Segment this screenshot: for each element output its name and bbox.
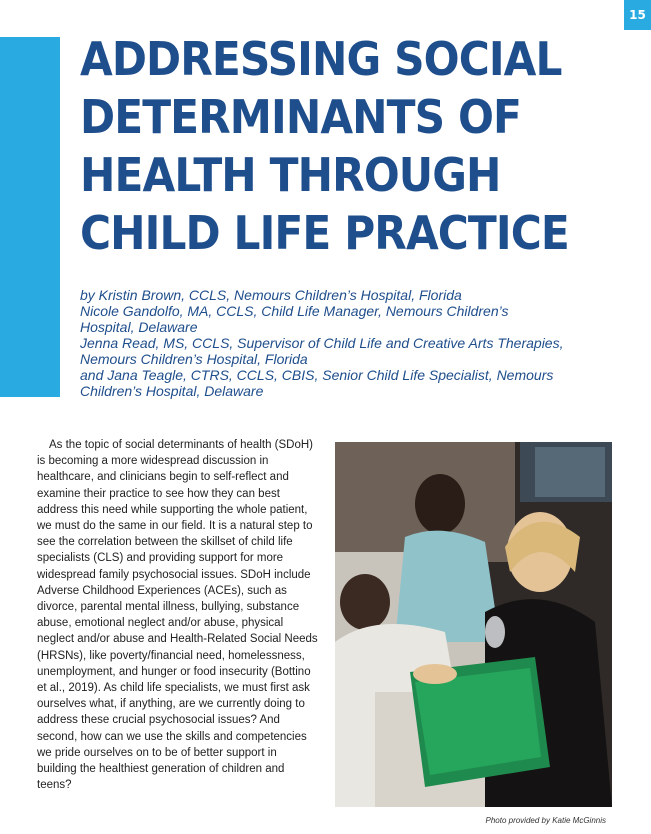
article-photo: [335, 442, 612, 807]
author-line: Hospital, Delaware: [80, 319, 198, 335]
page-number: 15: [624, 0, 651, 30]
author-line: Jenna Read, MS, CCLS, Supervisor of Child Life and Creative Arts Therapies,: [80, 335, 564, 351]
title-line: CHILD LIFE PRACTICE: [80, 206, 569, 260]
accent-bar: [0, 37, 60, 397]
title-line: HEALTH THROUGH: [80, 148, 501, 202]
article-title: [80, 30, 577, 262]
title-line: ADDRESSING SOCIAL: [80, 32, 562, 86]
title-line: DETERMINANTS OF: [80, 90, 522, 144]
author-line: Children’s Hospital, Delaware: [80, 383, 264, 399]
author-byline: [80, 287, 620, 399]
photo-caption: Photo provided by Katie McGinnis: [485, 816, 606, 825]
author-line: and Jana Teagle, CTRS, CCLS, CBIS, Senior Child Life Specialist, Nemours: [80, 367, 554, 383]
author-line: Nemours Children’s Hospital, Florida: [80, 351, 308, 367]
author-line: by Kristin Brown, CCLS, Nemours Children’s Hospital, Florida: [80, 287, 462, 303]
author-line: Nicole Gandolfo, MA, CCLS, Child Life Manager, Nemours Children’s: [80, 303, 509, 319]
article-body: As the topic of social determinants of health (SDoH) is becoming a more widespread discussion in healthcare, and clinicians begin to self-reflect and examine their practice to see how they can best address this need while supporting the whole patient, we must do the same in our field. It is a natural step to see the correlation between the skillset of child life specialists (CLS) and providing support for more widespread family psychosocial issues. SDoH include Adverse Childhood Experiences (ACEs), such as divorce, parental mental illness, bullying, substance abuse, emotional neglect and/or abuse, physical neglect and/or abuse and Health-Related Social Needs (HRSNs), like poverty/financial need, homelessness, unemployment, and hunger or food insecurity (Bottino et al., 2019). As child life specialists, we must first ask ourselves what, if anything, are we currently doing to address these crucial psychosocial issues? And second, how can we use the skills and competencies we pride ourselves on to be of better support in building the healthiest generation of children and teens?: [37, 439, 318, 792]
